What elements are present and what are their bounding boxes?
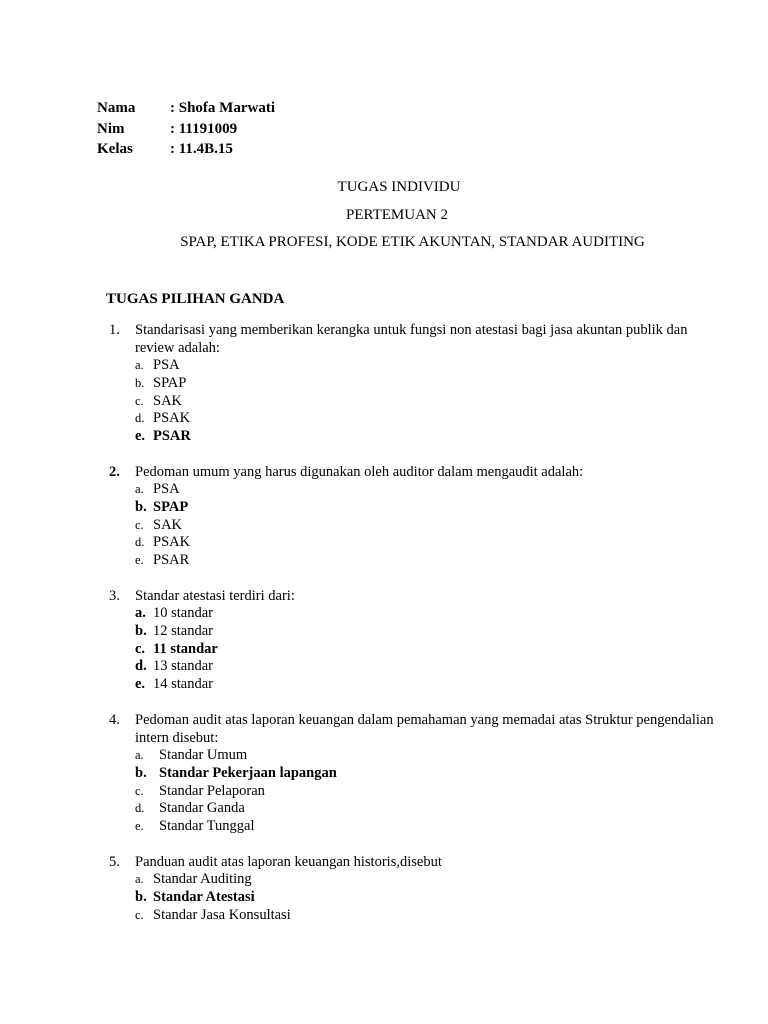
info-row-nim: [97, 119, 275, 140]
option-letter: c.: [135, 640, 146, 657]
option-letter: c.: [135, 517, 144, 532]
option-text: 12 standar: [153, 622, 213, 639]
info-row-kelas: [97, 139, 275, 160]
option-c-answer: [135, 641, 729, 659]
option-a: [135, 747, 729, 765]
option-letter: c.: [135, 393, 144, 408]
question-text: Panduan audit atas laporan keuangan historis,disebut: [135, 853, 442, 870]
option-text: Standar Tunggal: [159, 818, 255, 835]
option-letter: b.: [135, 498, 147, 515]
heading-meeting: PERTEMUAN 2: [345, 206, 449, 223]
option-letter: a.: [135, 604, 146, 621]
question-text: Standarisasi yang memberikan kerangka untuk fungsi non atestasi bagi jasa akuntan publik dan review adalah:: [135, 322, 688, 356]
option-list: [135, 605, 729, 694]
option-text: PSA: [153, 480, 180, 497]
option-text: PSA: [153, 357, 180, 373]
option-letter: b.: [135, 764, 147, 781]
info-value: : Shofa Marwati: [170, 100, 275, 116]
option-text: Standar Pekerjaan lapangan: [159, 764, 337, 781]
option-text: Standar Atestasi: [153, 888, 255, 905]
option-letter: c.: [135, 783, 144, 798]
option-letter: d.: [135, 801, 145, 816]
info-value: : 11.4B.15: [170, 141, 233, 157]
option-text: PSAK: [153, 534, 191, 551]
option-text: SAK: [153, 392, 183, 409]
option-letter: e.: [135, 819, 144, 834]
option-letter: d.: [135, 535, 145, 550]
option-text: Standar Jasa Konsultasi: [153, 906, 291, 923]
option-e-answer: [135, 428, 729, 446]
option-list: [135, 481, 729, 570]
student-info: [97, 98, 275, 160]
info-value: : 11191009: [170, 120, 238, 137]
option-b: [135, 375, 729, 393]
question-text: Pedoman umum yang harus digunakan oleh auditor dalam mengaudit adalah:: [135, 463, 584, 480]
question-1: [109, 321, 729, 446]
option-letter: e.: [135, 676, 146, 693]
option-text: PSAK: [153, 410, 191, 427]
info-label: Nim: [97, 120, 125, 137]
option-letter: a.: [135, 747, 144, 762]
option-letter: a.: [135, 358, 144, 372]
option-letter: a.: [135, 481, 144, 496]
question-4: [109, 711, 729, 836]
option-e: [135, 818, 729, 836]
option-text: SPAP: [153, 498, 189, 515]
option-a: [135, 605, 729, 623]
info-label: Nama: [97, 100, 136, 116]
option-text: 10 standar: [153, 604, 213, 621]
document-headings: [0, 177, 768, 260]
question-number: 5.: [109, 853, 120, 870]
option-letter: b.: [135, 622, 147, 639]
option-letter: d.: [135, 411, 145, 426]
question-5: [109, 853, 729, 924]
option-c: [135, 907, 729, 925]
option-a: [135, 357, 729, 375]
option-letter: d.: [135, 658, 147, 675]
option-d: [135, 800, 729, 818]
option-c: [135, 517, 729, 535]
option-b-answer: [135, 889, 729, 907]
option-text: SPAP: [153, 374, 187, 391]
option-text: 13 standar: [153, 658, 213, 675]
heading-assignment: TUGAS INDIVIDU: [337, 179, 461, 195]
option-text: PSAR: [153, 428, 191, 445]
question-text: Standar atestasi terdiri dari:: [135, 587, 295, 604]
question-number: 3.: [109, 587, 120, 604]
option-e: [135, 552, 729, 570]
option-letter: b.: [135, 375, 145, 390]
option-e: [135, 676, 729, 694]
option-letter: c.: [135, 907, 144, 922]
question-number: 1.: [109, 322, 120, 338]
question-text: Pedoman audit atas laporan keuangan dalam pemahaman yang memadai atas Struktur pengendalian intern disebut:: [135, 711, 714, 746]
option-text: PSAR: [153, 552, 190, 569]
question-2: [109, 463, 729, 570]
option-d: [135, 658, 729, 676]
option-b-answer: [135, 765, 729, 783]
option-list: [135, 747, 729, 836]
section-title: TUGAS PILIHAN GANDA: [106, 291, 285, 307]
option-c: [135, 393, 729, 411]
option-list: [135, 357, 729, 446]
option-b-answer: [135, 499, 729, 517]
option-text: Standar Pelaporan: [159, 782, 265, 799]
option-letter: e.: [135, 428, 146, 445]
option-letter: b.: [135, 888, 147, 905]
question-number: 2.: [109, 463, 120, 480]
option-d: [135, 410, 729, 428]
question-number: 4.: [109, 711, 120, 728]
option-b: [135, 623, 729, 641]
option-text: Standar Umum: [159, 746, 248, 763]
option-a: [135, 481, 729, 499]
option-text: Standar Ganda: [159, 800, 245, 817]
question-3: [109, 587, 729, 694]
option-letter: e.: [135, 553, 144, 568]
info-label: Kelas: [97, 141, 133, 157]
option-text: Standar Auditing: [153, 870, 252, 887]
option-text: SAK: [153, 516, 183, 533]
option-list: [135, 871, 729, 924]
option-c: [135, 783, 729, 801]
question-list: [109, 321, 729, 941]
option-d: [135, 534, 729, 552]
info-row-name: [97, 98, 275, 119]
option-text: 11 standar: [153, 640, 218, 657]
heading-topic: SPAP, ETIKA PROFESI, KODE ETIK AKUNTAN, STANDAR AUDITING: [180, 234, 645, 250]
option-letter: a.: [135, 871, 144, 886]
option-text: 14 standar: [153, 676, 213, 693]
option-a: [135, 871, 729, 889]
